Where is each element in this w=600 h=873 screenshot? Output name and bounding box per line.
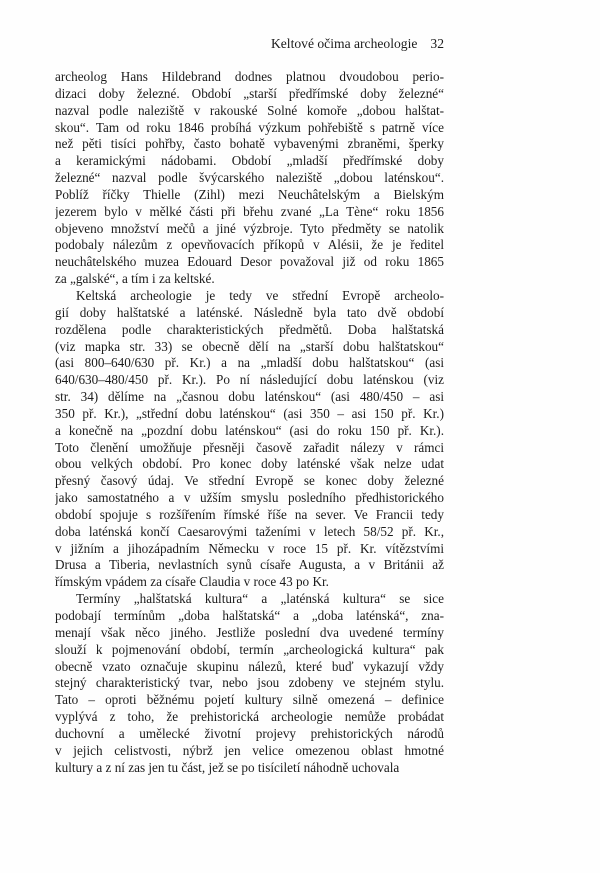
text-line: skou“. Tam od roku 1846 probíhá výzkum pohřebiště s patrně více xyxy=(55,119,444,135)
text-line: v jejich celistvosti, nýbrž jen velice omezenou oblast hmotné xyxy=(55,742,444,758)
running-header xyxy=(55,35,444,52)
text-line: dizaci doby železné. Období „starší předřímské doby železné“ xyxy=(55,85,444,101)
text-line: v jižním a jihozápadním Německu v roce 15 př. Kr. vítězstvími xyxy=(55,540,444,556)
text-line: Termíny „halštatská kultura“ a „laténská kultura“ se sice xyxy=(76,591,444,607)
text-line: slouží k pojmenování období, termín „archeologická kultura“ pak xyxy=(55,641,444,657)
text-line: objeveno množství mečů a jiné výzbroje. Tyto předměty se natolik xyxy=(55,220,444,236)
text-line: období spojuje s rozšířením římské říše na sever. Ve Francii tedy xyxy=(55,506,444,522)
text-line: archeolog Hans Hildebrand dodnes platnou dvoudobou perio- xyxy=(55,69,444,84)
text-line: neuchâtelského muzea Edouard Desor považoval již od roku 1865 xyxy=(55,254,444,270)
text-line: přesný časový údaj. Ve střední Evropě se konec doby železné xyxy=(55,473,444,489)
text-line: stejný charakteristický tvar, nebo jsou zdobeny ve stejném stylu. xyxy=(55,675,444,691)
text-line: rozdělena podle charakteristických předmětů. Doba halštatská xyxy=(55,321,444,337)
text-line: duchovní a umělecké životní projevy prehistorických národů xyxy=(55,725,444,741)
text-line: a konečně na „pozdní dobu laténskou“ (asi do roku 150 př. Kr.). xyxy=(55,422,444,438)
text-line: Toto členění umožňuje přesněji časově zařadit nálezy v rámci xyxy=(55,439,444,455)
text-line: (viz mapka str. 33) se obecně dělí na „starší dobu halštatskou“ xyxy=(55,338,444,354)
text-line: kultury a z ní zas jen tu část, jež se po tisíciletí náhodně uchovala xyxy=(55,759,400,775)
text-line: jako samostatného a v užším smyslu posledního předhistorického xyxy=(55,490,444,506)
paragraph xyxy=(55,288,444,591)
text-line: (asi 800–640/630 př. Kr.) a na „mladší dobu halštatskou“ (asi xyxy=(55,355,444,371)
text-line: obecně vzato označuje skupinu nálezů, které buď vykazují vždy xyxy=(55,658,444,674)
text-line: 350 př. Kr.), „střední dobu laténskou“ (asi 350 – asi 150 př. Kr.) xyxy=(55,405,444,421)
text-line: str. 34) dělíme na „časnou dobu laténskou“ (asi 480/450 – asi xyxy=(55,389,444,405)
text-line: nazval podle naleziště v rakouské Solné komoře „dobou halštat- xyxy=(55,102,444,118)
paragraph xyxy=(55,591,444,776)
page-number: 32 xyxy=(430,36,444,51)
paragraph xyxy=(55,69,444,288)
page-body xyxy=(55,69,444,776)
text-line: obou velkých období. Pro konec doby laténské však nelze udat xyxy=(55,456,444,472)
text-line: za „galské“, a tím i za keltské. xyxy=(55,271,215,287)
text-line: železné“ nazval podle švýcarského naleziště „dobou laténskou“. xyxy=(55,170,444,186)
text-line: menají však něco jiného. Jestliže poslední dva uvedené termíny xyxy=(55,624,444,640)
text-line: Drusa a Tiberia, nevlastních synů císaře Augusta, a v Británii až xyxy=(55,557,444,573)
text-line: doba laténská končí Caesarovými taženími v letech 58/52 př. Kr., xyxy=(55,523,444,539)
text-line: gií doby halštatské a laténské. Následně byla tato dvě období xyxy=(55,304,444,320)
text-line: podobaly nálezům z opevňovacích příkopů v Alésii, že je ředitel xyxy=(55,237,444,253)
running-header-title: Keltové očima archeologie xyxy=(270,36,418,51)
text-line: Poblíž říčky Thielle (Zihl) mezi Neuchâtelským a Bielským xyxy=(55,186,444,202)
text-line: Keltská archeologie je tedy ve střední Evropě archeolo- xyxy=(76,287,444,303)
text-line: podobají termínům „doba halštatská“ a „doba laténská“, zna- xyxy=(55,608,444,623)
text-line: než pěti tisíci pohřby, často bohatě vybavenými zbraněmi, šperky xyxy=(55,136,444,152)
text-line: římským vpádem za císaře Claudia v roce 43 po Kr. xyxy=(55,574,329,590)
text-line: a keramickými nádobami. Období „mladší předřímské doby xyxy=(55,153,444,169)
text-line: 640/630–480/450 př. Kr.). Po ní následující dobu laténskou (viz xyxy=(55,372,444,388)
text-line: jezerem bylo v mělké části při břehu zvané „La Tène“ roku 1856 xyxy=(55,203,444,219)
text-line: vyplývá z toho, že prehistorická archeologie nemůže probádat xyxy=(55,709,444,725)
text-line: Tato – oproti běžnému pojetí kultury silně omezená – definice xyxy=(55,692,444,708)
